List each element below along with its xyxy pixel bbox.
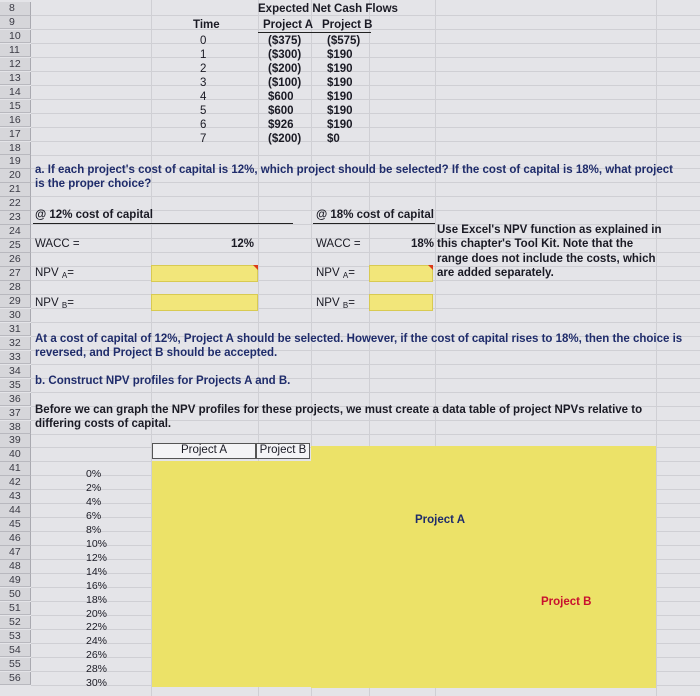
row-header[interactable]: 40 [0,448,31,462]
note-line1: Use Excel's NPV function as explained in [437,224,662,236]
cost-of-capital-cell[interactable]: 26% [86,649,108,662]
wacc-label-left[interactable]: WACC = [35,238,80,250]
npv-b-input-18[interactable] [369,294,433,311]
row-header[interactable]: 35 [0,379,31,393]
project-a-cashflow[interactable]: $600 [268,91,294,103]
answer-line1[interactable]: At a cost of capital of 12%, Project A should be selected. However, if the cost of capital rises to 18%, then the choice is [35,333,683,345]
wacc-label-right[interactable]: WACC = [316,238,361,250]
cost-of-capital-cell[interactable]: 22% [86,621,108,634]
left-cost-header[interactable]: @ 12% cost of capital [35,209,153,221]
cost-of-capital-cell[interactable]: 24% [86,635,108,648]
row-header[interactable]: 51 [0,602,31,616]
answer-line2[interactable]: reversed, and Project B should be accepted. [35,347,278,359]
row-header[interactable]: 14 [0,86,31,100]
left-header-underline [33,223,293,224]
note-line3: range does not include the costs, which [437,253,656,265]
gridline [31,127,700,128]
npv-b-label-left[interactable]: NPV $_B$= [35,297,74,310]
row-header[interactable]: 23 [0,211,31,225]
row-header[interactable]: 45 [0,518,31,532]
row-header[interactable]: 19 [0,155,31,169]
question-a-line1[interactable]: a. If each project's cost of capital is 12%, which project should be selected? If the cost of capital is 18%, what project [35,164,673,176]
cost-of-capital-cell[interactable]: 2% [86,481,102,494]
time-cell[interactable]: 7 [200,133,207,145]
question-b[interactable]: b. Construct NPV profiles for Projects A and B. [35,375,291,387]
project-a-cashflow[interactable]: ($300) [268,49,302,61]
row-header[interactable]: 9 [0,16,31,30]
row-header[interactable]: 41 [0,462,31,476]
project-b-cashflow[interactable]: $190 [327,119,353,131]
row-header[interactable]: 49 [0,574,31,588]
row-header[interactable]: 55 [0,658,31,672]
project-a-cashflow[interactable]: ($100) [268,77,302,89]
row-header[interactable]: 42 [0,476,31,490]
row-header[interactable]: 43 [0,490,31,504]
row-header[interactable]: 17 [0,128,31,142]
comment-marker [253,265,258,270]
row-header[interactable]: 47 [0,546,31,560]
npv-b-input-12[interactable] [151,294,258,311]
time-cell[interactable]: 0 [200,35,207,47]
row-header[interactable]: 31 [0,323,31,337]
gridline [31,57,700,58]
row-header[interactable]: 28 [0,281,31,295]
row-header[interactable]: 36 [0,393,31,407]
cost-of-capital-cell[interactable]: 10% [86,537,108,550]
intro-line2[interactable]: differing costs of capital. [35,418,172,430]
wacc-value-left[interactable]: 12% [231,238,255,250]
row-header[interactable]: 13 [0,72,31,86]
npv-a-label-left[interactable]: NPV $_A$= [35,267,74,280]
npv-table-yellow-range[interactable] [152,461,311,687]
cost-of-capital-cell[interactable]: 28% [86,663,108,676]
chart-label-project-b: Project B [541,596,592,608]
project-b-cashflow[interactable]: $190 [327,49,353,61]
npv-a-label-right[interactable]: NPV $_A$= [316,267,355,280]
time-cell[interactable]: 2 [200,63,207,75]
cashflow-title[interactable]: Expected Net Cash Flows [258,3,398,15]
row-header[interactable]: 39 [0,434,31,448]
npv-b-label-right[interactable]: NPV $_B$= [316,297,355,310]
npv-a-input-12[interactable] [151,265,258,282]
gridline [31,308,700,309]
time-cell[interactable]: 6 [200,119,207,131]
time-header[interactable]: Time [193,19,220,31]
cost-of-capital-cell[interactable]: 6% [86,509,102,522]
note-line2: this chapter's Tool Kit. Note that the [437,238,634,250]
row-header[interactable]: 26 [0,253,31,267]
row-header[interactable]: 50 [0,588,31,602]
table-col-project-a[interactable]: Project A [152,443,256,459]
col-project-a[interactable]: Project A [263,19,314,31]
chart-label-project-a: Project A [415,514,466,526]
gridline [31,71,700,72]
row-header[interactable]: 27 [0,267,31,281]
gridline [31,85,700,86]
row-header[interactable]: 25 [0,239,31,253]
row-header[interactable]: 18 [0,142,31,156]
cost-of-capital-cell[interactable]: 0% [86,468,102,480]
gridline [31,364,700,365]
row-header[interactable]: 46 [0,532,31,546]
row-header[interactable]: 44 [0,504,31,518]
question-a-line2[interactable]: is the proper choice? [35,178,152,190]
row-header[interactable]: 22 [0,197,31,211]
cost-of-capital-cell[interactable]: 4% [86,495,102,508]
project-a-cashflow[interactable]: $600 [268,105,294,117]
cost-of-capital-cell[interactable]: 30% [86,677,108,690]
project-b-cashflow[interactable]: $0 [327,133,340,145]
gridline [31,196,700,197]
time-cell[interactable]: 5 [200,105,207,117]
npv-a-input-18[interactable] [369,265,433,282]
project-a-cashflow[interactable]: ($200) [268,133,302,145]
right-cost-header[interactable]: @ 18% cost of capital [316,209,434,221]
right-header-underline [313,223,435,224]
column-gridline [656,0,657,696]
row-header[interactable]: 21 [0,183,31,197]
header-underline [258,32,371,33]
row-header[interactable]: 38 [0,421,31,435]
intro-line1[interactable]: Before we can graph the NPV profiles for these projects, we must create a data table of project NPVs relative to [35,404,643,416]
project-b-cashflow[interactable]: $190 [327,91,353,103]
gridline [31,280,700,281]
gridline [31,99,700,100]
row-header[interactable]: 11 [0,44,31,58]
gridline [31,141,700,142]
row-header[interactable]: 8 [0,2,31,16]
row-header[interactable]: 33 [0,351,31,365]
gridline [31,392,700,393]
gridline [31,294,700,295]
cost-of-capital-cell[interactable]: 18% [86,593,108,606]
row-header[interactable]: 54 [0,644,31,658]
project-b-cashflow[interactable]: ($575) [327,35,361,47]
table-col-project-b[interactable]: Project B [256,443,310,459]
project-a-cashflow[interactable]: $926 [268,119,294,131]
cost-of-capital-cell[interactable]: 16% [86,579,108,592]
cost-of-capital-cell[interactable]: 20% [86,607,108,620]
row-header[interactable]: 20 [0,169,31,183]
row-header[interactable]: 12 [0,58,31,72]
row-header[interactable]: 48 [0,560,31,574]
npv-profile-chart[interactable] [311,446,656,688]
project-b-cashflow[interactable]: $190 [327,63,353,75]
time-cell[interactable]: 1 [200,49,207,61]
gridline [31,434,700,435]
row-header[interactable]: 52 [0,616,31,630]
gridline [31,113,700,114]
row-header[interactable]: 37 [0,407,31,421]
time-cell[interactable]: 3 [200,77,207,89]
row-header[interactable]: 16 [0,114,31,128]
note-line4: are added separately. [437,267,554,279]
project-a-cashflow[interactable]: ($200) [268,63,302,75]
col-project-b[interactable]: Project B [322,19,373,31]
time-cell[interactable]: 4 [200,91,207,103]
row-header[interactable]: 15 [0,100,31,114]
project-a-cashflow[interactable]: ($375) [268,35,302,47]
row-header[interactable]: 30 [0,309,31,323]
gridline [31,322,700,323]
row-header[interactable]: 24 [0,225,31,239]
row-header[interactable]: 34 [0,365,31,379]
project-b-cashflow[interactable]: $190 [327,105,353,117]
gridline [31,266,700,267]
gridline [31,155,700,156]
comment-marker [428,265,433,270]
row-header[interactable]: 56 [0,672,31,686]
wacc-value-right[interactable]: 18% [411,238,435,250]
row-header[interactable]: 10 [0,30,31,44]
cost-of-capital-cell[interactable]: 14% [86,565,108,578]
row-header[interactable]: 29 [0,295,31,309]
cost-of-capital-cell[interactable]: 8% [86,523,102,536]
gridline [31,43,700,44]
cost-of-capital-cell[interactable]: 12% [86,551,108,564]
project-b-cashflow[interactable]: $190 [327,77,353,89]
row-header[interactable]: 32 [0,337,31,351]
row-header[interactable]: 53 [0,630,31,644]
